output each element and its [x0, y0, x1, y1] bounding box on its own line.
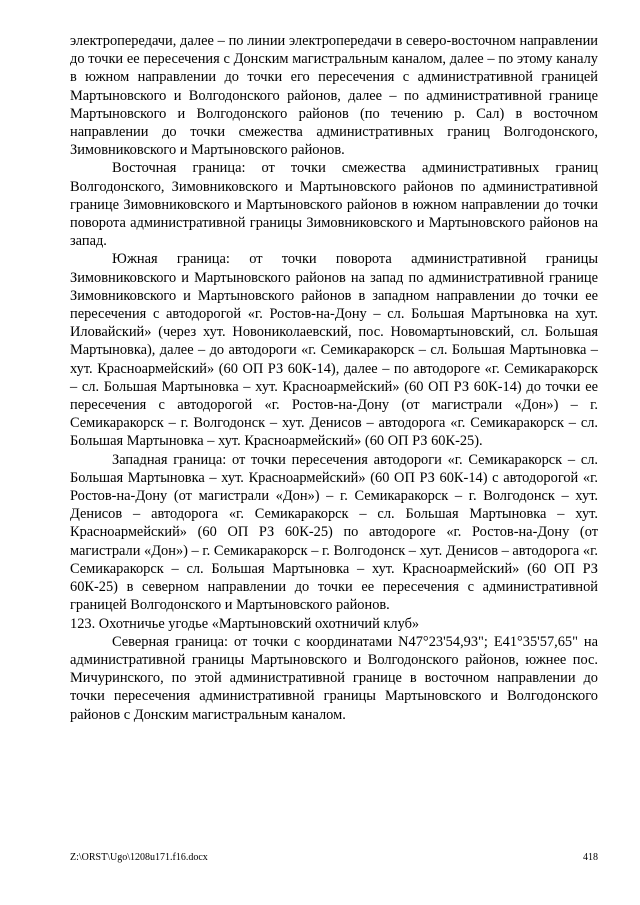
footer-page-number: 418	[583, 852, 598, 863]
page-footer	[70, 852, 598, 864]
document-body	[70, 32, 598, 724]
paragraph-west-border: Западная граница: от точки пересечения автодороги «г. Семикаракорск – сл. Большая Мартыновка – хут. Красноармейский» (60 ОП РЗ 60К-14) с автодорогой «г. Ростов-на-Дону (от магистрали «Дон») – г. Семикаракорск – г. Волгодонск – хут. Денисов – автодорога «г. Семикаракорск – сл. Большая Мартыновка – хут. Красноармейский» (60 ОП РЗ 60К-25) по автодороге «г. Ростов-на-Дону (от магистрали «Дон») – г. Семикаракорск – г. Волгодонск – хут. Денисов – автодорога «г. Семикаракорск – сл. Большая Мартыновка – хут. Красноармейский» (60 ОП РЗ 60К-25) в северном направлении до точки ее пересечения с административной границей Волгодонского и Мартыновского районов.	[70, 451, 598, 614]
footer-file-path: Z:\ORST\Ugo\1208u171.f16.docx	[70, 852, 208, 863]
paragraph-south-border: Южная граница: от точки поворота административной границы Зимовниковского и Мартыновского районов на запад по административной границе Зимовниковского и Мартыновского районов в западном направлении до точки ее пересечения с автодорогой «г. Ростов-на-Дону – сл. Большая Мартыновка на хут. Иловайский» (через хут. Новониколаевский, пос. Новомартыновский, сл. Большая Мартыновка), далее – до автодороги «г. Семикаракорск – сл. Большая Мартыновка – хут. Красноармейский» (60 ОП РЗ 60К-14), далее – по автодороге «г. Семикаракорск – сл. Большая Мартыновка – хут. Красноармейский» (60 ОП РЗ 60К-14) до точки ее пересечения с автодорогой «г. Ростов-на-Дону (от магистрали «Дон») – г. Семикаракорск – г. Волгодонск – хут. Денисов – автодорога «г. Семикаракорск – сл. Большая Мартыновка – хут. Красноармейский» (60 ОП РЗ 60К-25).	[70, 251, 598, 450]
section-title: 123. Охотничье угодье «Мартыновский охотничий клуб»	[70, 615, 420, 632]
paragraph-continuation: электропередачи, далее – по линии электропередачи в северо-восточном направлении до точки ее пересечения с Донским магистральным каналом, далее – по этому каналу в южном направлении до точки его пересечения с административной границей Мартыновского и Волгодонского районов, далее – по административной границе Мартыновского и Волгодонского районов (по течению р. Сал) в восточном направлении до точки смежества административных границ Волгодонского, Зимовниковского и Мартыновского районов.	[70, 33, 598, 159]
paragraph-north-border: Северная граница: от точки с координатами N47°23'54,93"; E41°35'57,65" на административной границы Мартыновского и Волгодонского районов, южнее пос. Мичуринского, по этой административной границе в восточном направлении до точки пересечения административной границы Мартыновского и Волгодонского районов с Донским магистральным каналом.	[70, 633, 598, 723]
paragraph-east-border: Восточная граница: от точки смежества административных границ Волгодонского, Зимовниковского и Мартыновского районов по административной границе Зимовниковского и Мартыновского районов в южном направлении до точки поворота административной границы Зимовниковского и Мартыновского районов на запад.	[70, 160, 598, 250]
